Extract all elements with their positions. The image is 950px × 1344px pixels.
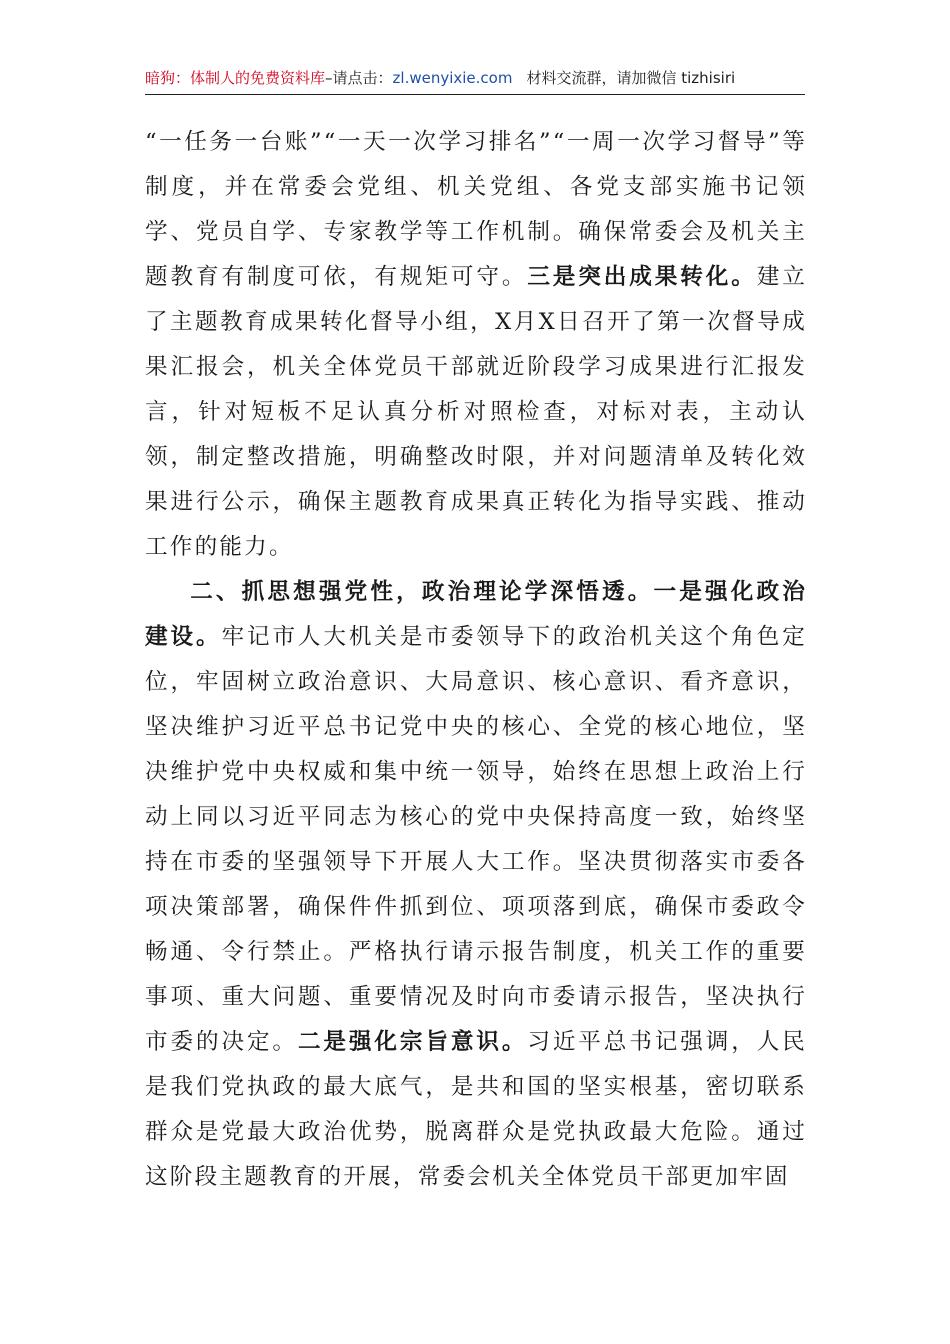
paragraph-1-bold-point: 三是突出成果转化。 [527, 264, 757, 290]
header-url-link[interactable]: zl.wenyixie.com [392, 69, 513, 87]
paragraph-2-bold-point: 二是强化宗旨意识。 [297, 1029, 528, 1055]
paragraph-2-text-b: 习近平总书记强调，人民是我们党执政的最大底气，是共和国的坚实根基，密切联系群众是党最大政治优势，脱离群众是党执政最大危险。通过这阶段主题教育的开展，常委会机关全体党员干部更加牢固 [145, 1029, 807, 1190]
section-heading: 二、抓思想强党性，政治理论学深悟透。一是强化政治建设。 [145, 579, 807, 650]
paragraph-1-text-b: 建立了主题教育成果转化督导小组，X月X日召开了第一次督导成果汇报会，机关全体党员干部就近阶段学习成果进行汇报发言，针对短板不足认真分析对照检查，对标对表，主动认领，制定整改措施，明确整改时限，并对问题清单及转化效果进行公示，确保主题教育成果真正转化为指导实践、推动工作的能力。 [145, 264, 807, 560]
paragraph-1-text-a: “一任务一台账”“一天一次学习排名”“一周一次学习督导”等制度，并在常委会党组、机关党组、各党支部实施书记领学、党员自学、专家教学等工作机制。确保常委会及机关主题教育有制度可依，有规矩可守。 [145, 129, 807, 290]
body-paragraph-2 [145, 570, 807, 1200]
body-paragraph-1 [145, 120, 807, 570]
page-header [145, 64, 805, 95]
paragraph-2-text-a: 牢记市人大机关是市委领导下的政治机关这个角色定位，牢固树立政治意识、大局意识、核心意识、看齐意识，坚决维护习近平总书记党中央的核心、全党的核心地位，坚决维护党中央权威和集中统一领导，始终在思想上政治上行动上同以习近平同志为核心的党中央保持高度一致，始终坚持在市委的坚强领导下开展人大工作。坚决贯彻落实市委各项决策部署，确保件件抓到位、项项落到底，确保市委政令畅通、令行禁止。严格执行请示报告制度，机关工作的重要事项、重大问题、重要情况及时向市委请示报告，坚决执行市委的决定。 [145, 624, 807, 1055]
header-wechat-note: 材料交流群，请加微信 tizhisiri [526, 69, 736, 87]
header-site-name: 暗狗：体制人的免费资料库 [145, 69, 326, 87]
document-body [145, 120, 807, 1200]
header-click-prompt: –请点击： [325, 69, 393, 87]
